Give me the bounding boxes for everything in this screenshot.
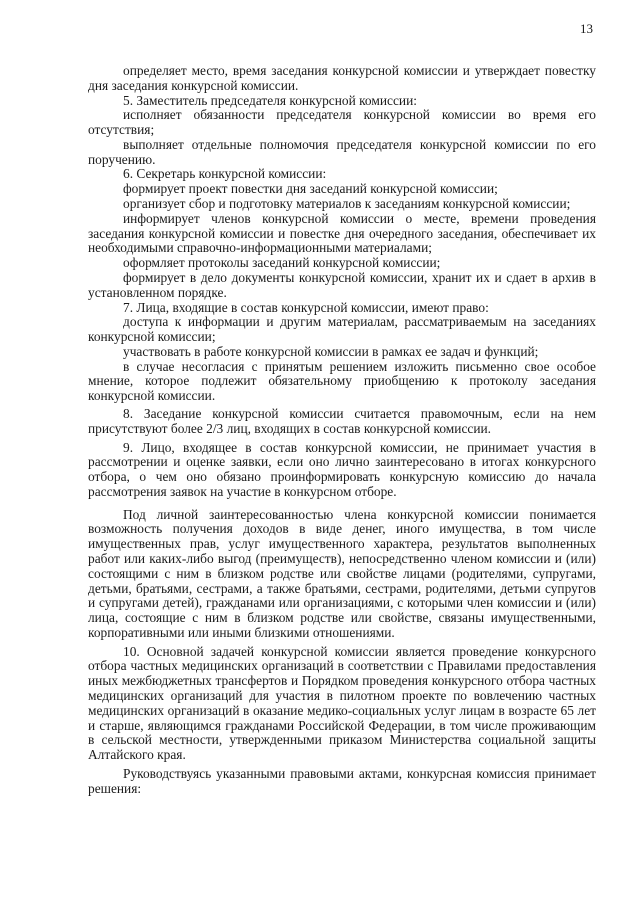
paragraph-rights-heading: 7. Лица, входящие в состав конкурсной комиссии, имеют право:: [123, 299, 489, 315]
paragraph-secretary-duty-1: формирует проект повестки дня заседаний конкурсной комиссии;: [123, 181, 498, 197]
paragraph-deputy-duty-1: исполняет обязанности председателя конкурсной комиссии во время его отсутствия;: [88, 107, 596, 138]
paragraph-main-task: 10. Основной задачей конкурсной комиссии является проведение конкурсного отбора частных медицинских организаций в соответствии с Правилами предоставления иных межбюджетных трансфертов и Порядком проведения конкурсного отбора частных медицинских организаций для участия в пилотном проекте по вовлечению частных медицинских организаций в оказание медико-социальных услуг лицам в возрасте 65 лет и старше, являющимся гражданами Российской Федерации, в том числе проживающим в сельской местности, утвержденными приказом Министерства социальной защиты Алтайского края.: [88, 643, 596, 763]
paragraph-quorum: 8. Заседание конкурсной комиссии считается правомочным, если на нем присутствуют более 2/3 лиц, входящих в состав конкурсной комиссии.: [88, 405, 596, 436]
paragraph-secretary-duty-2: организует сбор и подготовку материалов к заседаниям конкурсной комиссии;: [123, 196, 571, 212]
paragraph-right-3: в случае несогласия с принятым решением изложить письменно свое особое мнение, которое подлежит обязательному приобщению к протоколу заседания конкурсной комиссии.: [88, 358, 596, 404]
paragraph-secretary-duty-5: формирует в дело документы конкурсной комиссии, хранит их и сдает в архив в установленном порядке.: [88, 269, 596, 300]
paragraph-decisions-intro: Руководствуясь указанными правовыми актами, конкурсная комиссия принимает решения:: [88, 765, 596, 796]
paragraph-deputy-duty-2: выполняет отдельные полномочия председателя конкурсной комиссии по его поручению.: [88, 136, 596, 167]
paragraph-right-2: участвовать в работе конкурсной комиссии в рамках ее задач и функций;: [123, 343, 539, 359]
paragraph-conflict-of-interest: 9. Лицо, входящее в состав конкурсной комиссии, не принимает участия в рассмотрении и оценке заявки, если оно лично заинтересовано в итогах конкурсного отбора, о чем оно обязано проинформировать конкурсную комиссию до начала рассмотрения заявок на участие в конкурсном отборе.: [88, 439, 596, 499]
paragraph-chairman-duties-end: определяет место, время заседания конкурсной комиссии и утверждает повестку дня заседания конкурсной комиссии.: [88, 63, 596, 93]
paragraph-secretary-duty-3: информирует членов конкурсной комиссии о месте, времени проведения заседания конкурсной комиссии и повестке дня очередного заседания, обеспечивает их необходимыми справочно-информационными материалами;: [88, 210, 596, 256]
paragraph-personal-interest-definition: Под личной заинтересованностью члена конкурсной комиссии понимается возможность получения доходов в виде денег, иного имущества, в том числе имущественных прав, услуг имущественного характера, результатов выполненных работ или каких-либо выгод (преимуществ), непосредственно членом комиссии и (или) состоящими с ним в близком родстве или свойстве лицами (родителями, супругами, детьми, братьями, сестрами, а также братьями, сестрами, родителями, детьми супругов и супругами детей), гражданами или организациями, с которыми член комиссии и (или) лица, состоящие с ним в близком родстве или свойстве, связаны имущественными, корпоративными или иными близкими отношениями.: [88, 506, 596, 640]
paragraph-deputy-heading: 5. Заместитель председателя конкурсной комиссии:: [123, 92, 417, 108]
page-number: 13: [580, 21, 593, 36]
document-body: [88, 64, 596, 797]
paragraph-secretary-heading: 6. Секретарь конкурсной комиссии:: [123, 166, 327, 182]
paragraph-secretary-duty-4: оформляет протоколы заседаний конкурсной комиссии;: [123, 255, 441, 271]
paragraph-right-1: доступа к информации и другим материалам, рассматриваемым на заседаниях конкурсной комиссии;: [88, 314, 596, 345]
